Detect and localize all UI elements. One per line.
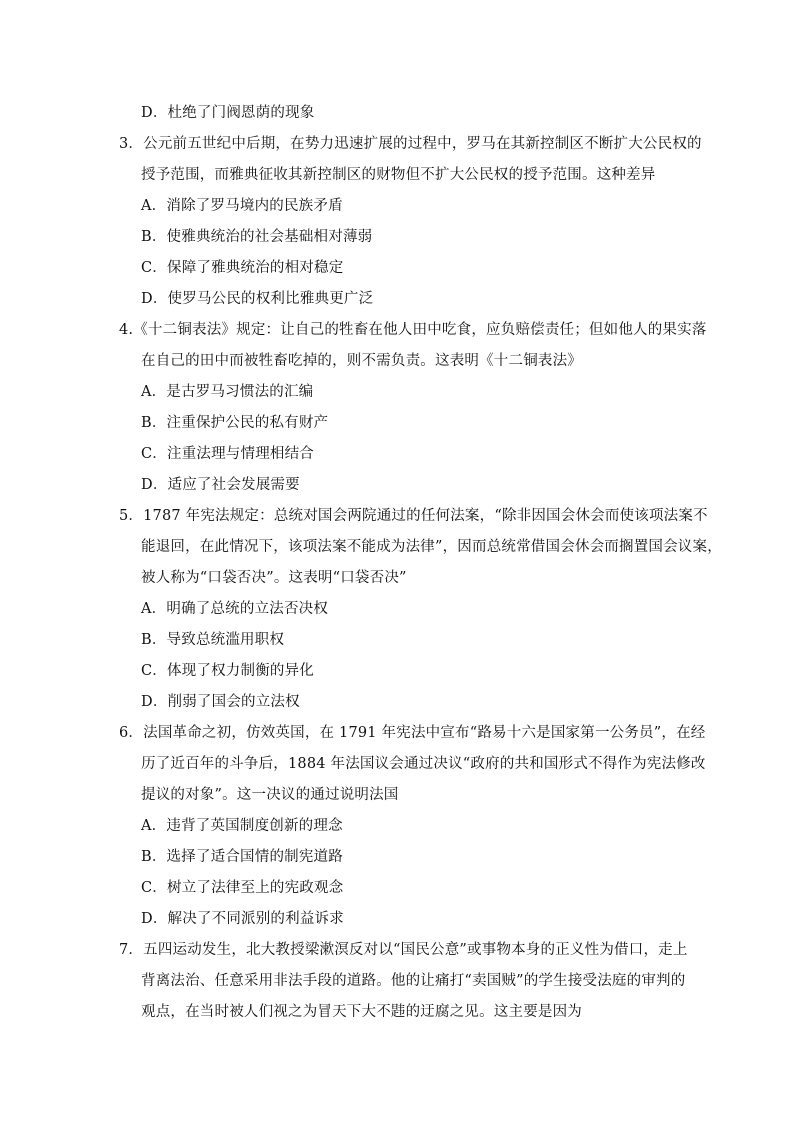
question-3-option-d: D．使罗马公民的权利比雅典更广泛 [141, 291, 374, 307]
question-5-option-d: D．削弱了国会的立法权 [141, 694, 300, 710]
question-5-option-a: A．明确了总统的立法否决权 [141, 601, 329, 617]
question-4-option-a: A．是古罗马习惯法的汇编 [141, 384, 314, 400]
question-5-option-b: B．导致总统滥用职权 [141, 632, 285, 648]
question-4-option-b: B．注重保护公民的私有财产 [141, 415, 329, 431]
question-7-stem-line-2: 背离法治、任意采用非法手段的道路。他的让痛打“卖国贼”的学生接受法庭的审判的 [141, 973, 686, 989]
question-5-option-c: C．体现了权力制衡的异化 [141, 663, 314, 679]
question-4-stem-line-1: 4.《十二铜表法》规定：让自己的牲畜在他人田中吃食，应负赔偿责任；但如他人的果实落 [119, 322, 707, 338]
question-5-stem-line-1: 5．1787 年宪法规定：总统对国会两院通过的任何法案，“除非因国会休会而使该项法案不 [119, 508, 708, 524]
question-3-stem-line-2: 授予范围，而雅典征收其新控制区的财物但不扩大公民权的授予范围。这种差异 [141, 167, 656, 183]
question-4-stem-line-2: 在自己的田中而被牲畜吃掉的，则不需负责。这表明《十二铜表法》 [141, 353, 582, 369]
question-7-stem-line-1: 7．五四运动发生，北大教授梁漱溟反对以“国民公意”或事物本身的正义性为借口，走上 [119, 942, 688, 958]
question-6-stem-line-2: 历了近百年的斗争后，1884 年法国议会通过决议“政府的共和国形式不得作为宪法修改 [141, 756, 706, 772]
question-4-option-d: D．适应了社会发展需要 [141, 477, 300, 493]
question-6-stem-line-1: 6．法国革命之初，仿效英国，在 1791 年宪法中宣布“路易十六是国家第一公务员”，在经 [119, 725, 706, 741]
question-6-option-a: A．违背了英国制度创新的理念 [141, 818, 343, 834]
question-6-option-b: B．选择了适合国情的制宪道路 [141, 849, 343, 865]
question-6-stem-line-3: 提议的对象”。这一决议的通过说明法国 [141, 787, 399, 803]
question-3-option-a: A．消除了罗马境内的民族矛盾 [141, 198, 343, 214]
question-2-option-d: D．杜绝了门阀恩荫的现象 [141, 105, 315, 121]
question-6-option-c: C．树立了法律至上的宪政观念 [141, 880, 344, 896]
question-4-option-c: C．注重法理与情理相结合 [141, 446, 314, 462]
question-5-stem-line-3: 被人称为“口袋否决”。这表明“口袋否决” [141, 570, 407, 586]
question-7-stem-line-3: 观点，在当时被人们视之为冒天下大不韪的迂腐之见。这主要是因为 [141, 1004, 582, 1020]
question-3-stem-line-1: 3．公元前五世纪中后期，在势力迅速扩展的过程中，罗马在其新控制区不断扩大公民权的 [119, 136, 702, 152]
question-5-stem-line-2: 能退回，在此情况下，该项法案不能成为法律”，因而总统常借国会休会而搁置国会议案， [141, 539, 722, 555]
question-6-option-d: D．解决了不同派别的利益诉求 [141, 911, 344, 927]
question-3-option-c: C．保障了雅典统治的相对稳定 [141, 260, 344, 276]
question-3-option-b: B．使雅典统治的社会基础相对薄弱 [141, 229, 373, 245]
